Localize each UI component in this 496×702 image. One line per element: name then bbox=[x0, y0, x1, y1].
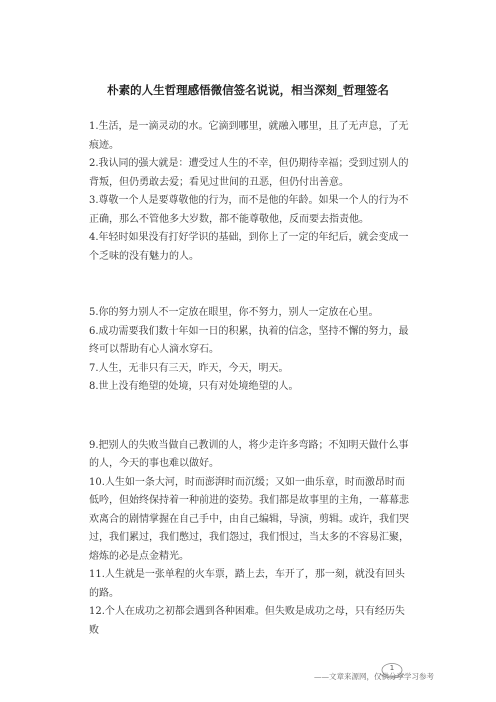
paragraph-12: 12.个人在成功之初都会遇到各种困难。但失败是成功之母，只有经历失败 bbox=[89, 606, 405, 636]
paragraph-8: 8.世上没有绝望的处境，只有对处境绝望的人。 bbox=[89, 381, 299, 392]
paragraph-10: 10.人生如一条大河，时而澎湃时而沉缓；又如一曲乐章，时而激昂时而低吟，但始终保持着一种前进的姿势。我们都是故事里的主角，一幕幕悲欢离合的剧情掌握在自己手中，由自己编辑，导演，剪辑。或许，我们哭过，我们累过，我们憋过，我们怨过，我们恨过，当太多的不容易汇聚，熔炼的必是点金精光。 bbox=[89, 476, 409, 562]
document-title: 朴素的人生哲理感悟微信签名说说，相当深刻_哲理签名 bbox=[107, 83, 389, 97]
paragraph-1: 1.生活，是一滴灵动的水。它滴到哪里，就融入哪里，且了无声息，了无痕迹。 bbox=[89, 121, 409, 151]
paragraph-9: 9.把别人的失败当做自己教训的人，将少走许多弯路；不知明天做什么事的人，今天的事也难以做好。 bbox=[89, 439, 409, 469]
page-number: 1 bbox=[389, 664, 395, 672]
source-note: ——文章来源网，仅供分享学习参考 bbox=[314, 672, 434, 681]
paragraph-7: 7.人生，无非只有三天，昨天，今天，明天。 bbox=[89, 362, 289, 374]
section-spacer bbox=[89, 266, 409, 304]
paragraph-2: 2.我认同的强大就是：遭受过人生的不幸，但仍期待幸福；受到过别人的背叛，但仍勇敢去爱；看见过世间的丑恶，但仍付出善意。 bbox=[89, 158, 409, 188]
paragraph-4: 4.年轻时如果没有打好学识的基础，到你上了一定的年纪后，就会变成一个乏味的没有魅力的人。 bbox=[89, 232, 409, 262]
paragraph-11: 11.人生就是一张单程的火车票，踏上去，车开了，那一刻，就没有回头的路。 bbox=[89, 569, 405, 599]
document-body bbox=[89, 118, 409, 640]
paragraph-3: 3.尊敬一个人是要尊敬他的行为，而不是他的年龄。如果一个人的行为不正确，那么不管他多大岁数，都不能尊敬他，反而要去指责他。 bbox=[89, 195, 409, 225]
section-spacer bbox=[89, 397, 409, 437]
paragraph-5: 5.你的努力别人不一定放在眼里，你不努力，别人一定放在心里。 bbox=[89, 307, 379, 318]
paragraph-6: 6.成功需要我们数十年如一日的积累，执着的信念，坚持不懈的努力，最终可以帮助有心人滴水穿石。 bbox=[89, 325, 409, 355]
